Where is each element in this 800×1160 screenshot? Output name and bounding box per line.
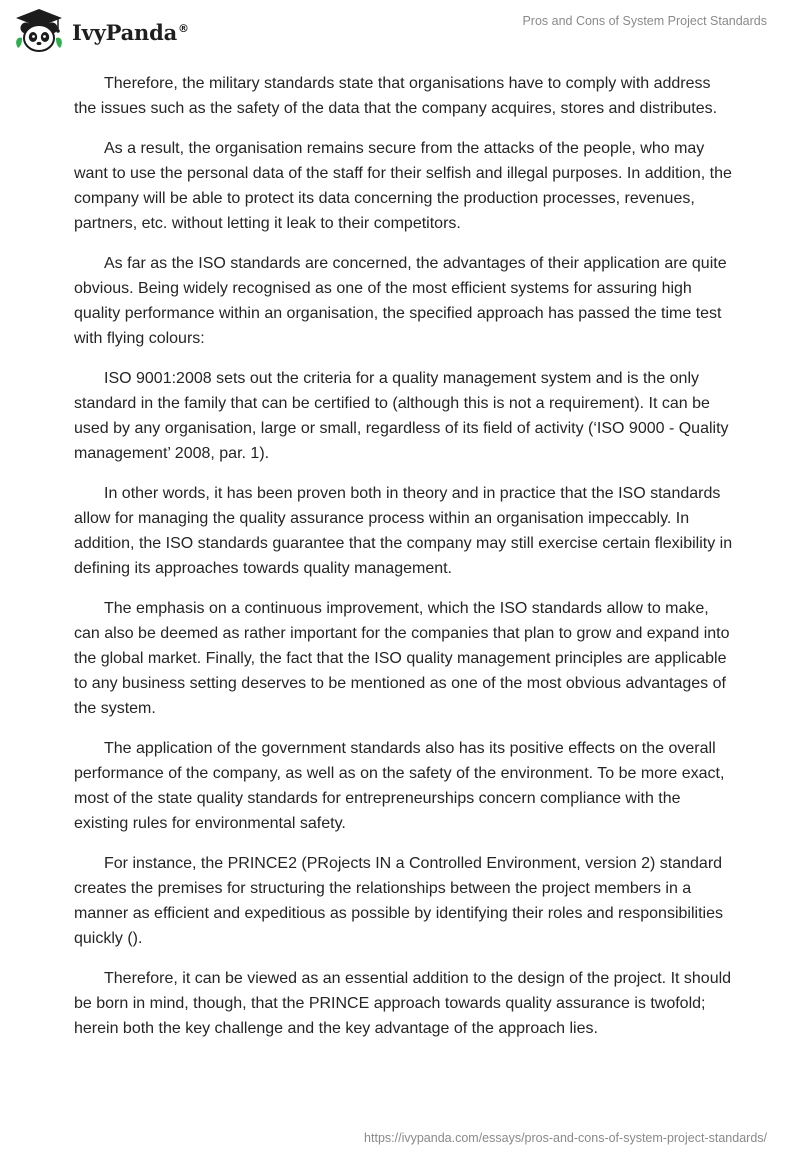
paragraph: As far as the ISO standards are concerned, the advantages of their application are quite obvious. Being widely recognised as one of the most efficient systems for assuring high quality performance within an organisation, the specified approach has passed the time test with flying colours: xyxy=(74,255,727,347)
essay-body xyxy=(74,71,736,1056)
page-header xyxy=(0,0,800,70)
logo-wordmark: IvyPanda® xyxy=(72,19,189,45)
paragraph: The emphasis on a continuous improvement, which the ISO standards allow to make, can also be deemed as rather important for the companies that plan to grow and expand into the global market. Finally, the fact that the ISO quality management principles are applicable to any business setting deserves to be mentioned as one of the most obvious advantages of the system. xyxy=(74,600,730,717)
ivypanda-logo[interactable] xyxy=(12,8,189,54)
paragraph: Therefore, it can be viewed as an essential addition to the design of the project. It should be born in mind, though, that the PRINCE approach towards quality assurance is twofold; herein both the key challenge and the key advantage of the approach lies. xyxy=(74,970,732,1037)
panda-graduate-icon xyxy=(12,8,66,54)
registered-mark: ® xyxy=(178,21,189,35)
paragraph: In other words, it has been proven both in theory and in practice that the ISO standards allow for managing the quality assurance process within an organisation impeccably. In addition, the ISO standards guarantee that the company may still exercise certain flexibility in defining its approaches towards quality management. xyxy=(74,485,733,577)
paragraph: The application of the government standards also has its positive effects on the overall performance of the company, as well as on the safety of the environment. To be more exact, most of the state quality standards for entrepreneurships concern compliance with the existing rules for environmental safety. xyxy=(74,740,725,832)
document-title: Pros and Cons of System Project Standards xyxy=(522,14,767,28)
paragraph: Therefore, the military standards state that organisations have to comply with address the issues such as the safety of the data that the company acquires, stores and distributes. xyxy=(74,75,718,117)
block-quote-paragraph: ISO 9001:2008 sets out the criteria for a quality management system and is the only standard in the family that can be certified to (although this is not a requirement). It can be used by any organisation, large or small, regardless of its field of activity (‘ISO 9000 - Quality management’ 2008, par. 1). xyxy=(74,370,729,462)
paragraph: For instance, the PRINCE2 (PRojects IN a Controlled Environment, version 2) standard creates the premises for structuring the relationships between the project members in a manner as efficient and expeditious as possible by identifying their roles and responsibilities quickly (). xyxy=(74,855,723,947)
footer-source-url[interactable]: https://ivypanda.com/essays/pros-and-cons-of-system-project-standards/ xyxy=(364,1131,767,1145)
paragraph: As a result, the organisation remains secure from the attacks of the people, who may want to use the personal data of the staff for their selfish and illegal purposes. In addition, the company will be able to protect its data concerning the production processes, revenues, partners, etc. without letting it leak to their competitors. xyxy=(74,140,732,232)
